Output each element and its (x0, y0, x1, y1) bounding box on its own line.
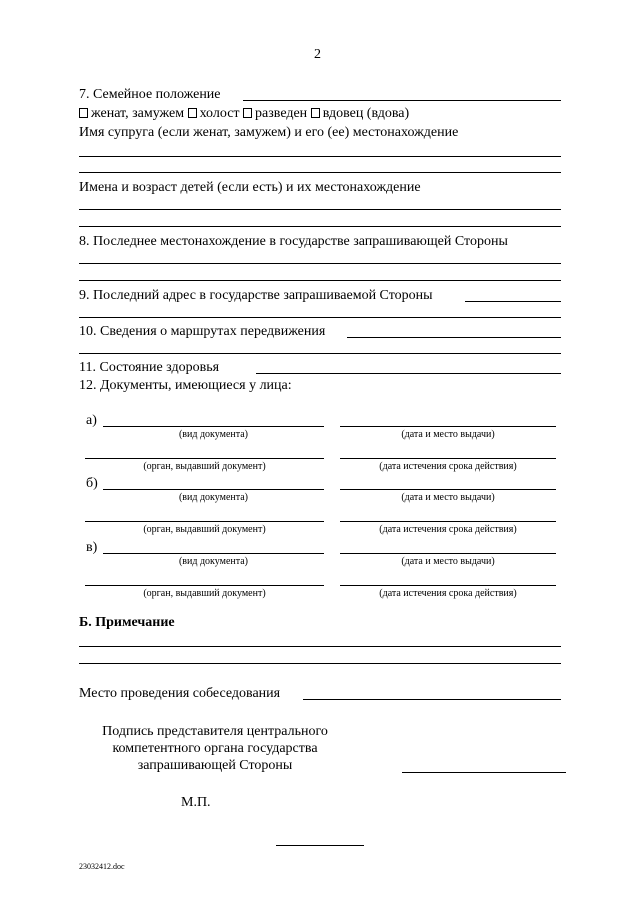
section9-field-2[interactable] (79, 317, 561, 318)
page-number: 2 (314, 47, 321, 62)
doc-c-issuer-field[interactable] (85, 585, 324, 586)
children-field-1[interactable] (79, 209, 561, 210)
section7-title: 7. Семейное положение (79, 87, 221, 102)
doc-b-expiry-field[interactable] (340, 521, 556, 522)
section9-label: 9. Последний адрес в государстве запрашиваемой Стороны (79, 288, 433, 303)
doc-a-expiry-caption: (дата истечения срока действия) (379, 461, 517, 472)
doc-b-letter: б) (86, 476, 98, 491)
section10-field-1[interactable] (347, 337, 561, 338)
signature-field[interactable] (402, 772, 566, 773)
section11-label: 11. Состояние здоровья (79, 360, 220, 375)
checkbox-divorced[interactable] (243, 108, 252, 118)
doc-b-issuer-field[interactable] (85, 521, 324, 522)
section8-field-1[interactable] (79, 263, 561, 264)
doc-c-issuer-caption: (орган, выдавший документ) (143, 588, 266, 599)
section12-label: 12. Документы, имеющиеся у лица: (79, 378, 292, 393)
section8-field-2[interactable] (79, 280, 561, 281)
doc-b-issuer-caption: (орган, выдавший документ) (143, 524, 266, 535)
stamp-line[interactable] (276, 845, 364, 846)
doc-c-issue-caption: (дата и место выдачи) (401, 556, 495, 567)
doc-b-expiry-caption: (дата истечения срока действия) (379, 524, 517, 535)
signature-label-2: компетентного органа государства (112, 741, 318, 756)
spouse-field-1[interactable] (79, 156, 561, 157)
spouse-field-2[interactable] (79, 172, 561, 173)
doc-b-type-field[interactable] (103, 489, 324, 490)
marital-status-options (79, 106, 409, 122)
doc-b-issue-caption: (дата и место выдачи) (401, 492, 495, 503)
section8-label: 8. Последнее местонахождение в государстве запрашивающей Стороны (79, 234, 508, 249)
doc-a-type-caption: (вид документа) (178, 429, 249, 440)
doc-a-issuer-field[interactable] (85, 458, 324, 459)
note-field-1[interactable] (79, 646, 561, 647)
footer-filename: 23032412.doc (79, 862, 125, 871)
doc-a-issue-caption: (дата и место выдачи) (401, 429, 495, 440)
doc-c-issue-field[interactable] (340, 553, 556, 554)
section10-field-2[interactable] (79, 353, 561, 354)
doc-c-expiry-caption: (дата истечения срока действия) (379, 588, 517, 599)
note-field-2[interactable] (79, 663, 561, 664)
signature-label-1: Подпись представителя центрального (102, 724, 328, 739)
doc-a-issuer-caption: (орган, выдавший документ) (143, 461, 266, 472)
option-divorced: разведен (255, 106, 308, 121)
checkbox-married[interactable] (79, 108, 88, 118)
doc-a-letter: а) (86, 413, 97, 428)
doc-a-expiry-field[interactable] (340, 458, 556, 459)
checkbox-widowed[interactable] (311, 108, 320, 118)
checkbox-single[interactable] (188, 108, 197, 118)
doc-c-letter: в) (86, 540, 98, 555)
doc-b-type-caption: (вид документа) (178, 492, 249, 503)
signature-label-3: запрашивающей Стороны (137, 758, 293, 773)
interview-place-field[interactable] (303, 699, 561, 700)
stamp-label: М.П. (181, 795, 211, 810)
marital-status-field[interactable] (243, 100, 561, 101)
option-single: холост (199, 106, 240, 121)
section-b-title: Б. Примечание (79, 615, 175, 630)
children-label: Имена и возраст детей (если есть) и их местонахождение (79, 180, 421, 195)
doc-c-type-field[interactable] (103, 553, 324, 554)
section11-field[interactable] (256, 373, 561, 374)
doc-c-type-caption: (вид документа) (178, 556, 249, 567)
doc-b-issue-field[interactable] (340, 489, 556, 490)
option-married: женат, замужем (91, 106, 185, 121)
doc-a-issue-field[interactable] (340, 426, 556, 427)
doc-a-type-field[interactable] (103, 426, 324, 427)
section10-label: 10. Сведения о маршрутах передвижения (79, 324, 326, 339)
spouse-label: Имя супруга (если женат, замужем) и его (ее) местонахождение (79, 125, 459, 140)
interview-place-label: Место проведения собеседования (79, 686, 281, 701)
section9-field-1[interactable] (465, 301, 561, 302)
doc-c-expiry-field[interactable] (340, 585, 556, 586)
children-field-2[interactable] (79, 226, 561, 227)
option-widowed: вдовец (вдова) (322, 106, 410, 121)
